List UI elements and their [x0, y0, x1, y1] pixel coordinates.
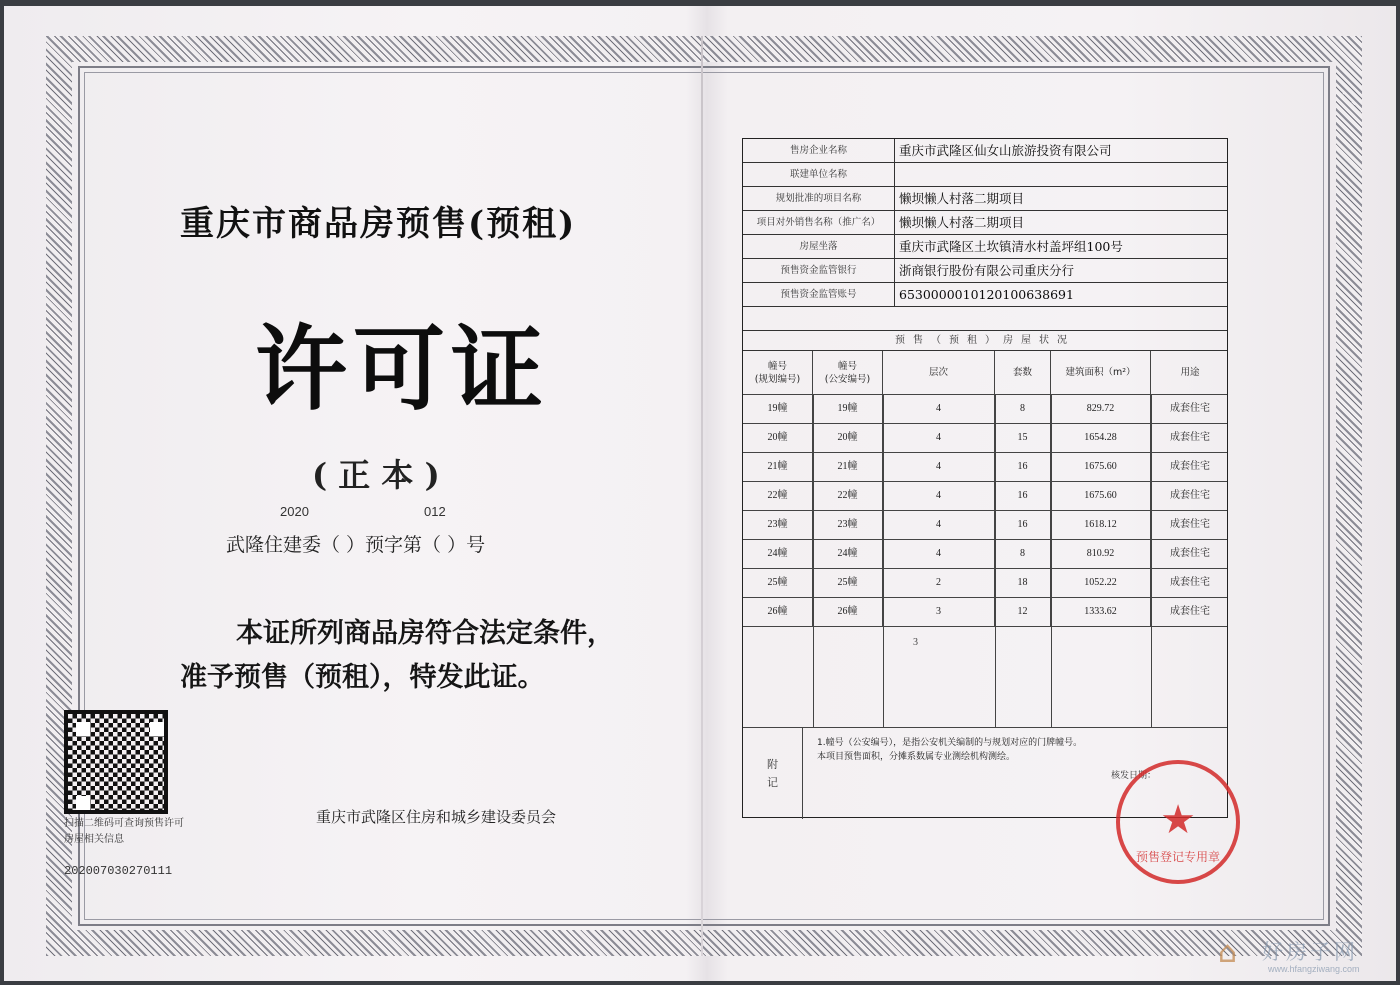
table-cell: 成套住宅	[1170, 606, 1210, 617]
table-cell: 成套住宅	[1170, 519, 1210, 530]
certificate-title: 重庆市商品房预售(预租)	[180, 204, 577, 244]
info-value: 重庆市武隆区仙女山旅游投资有限公司	[899, 143, 1112, 158]
table-cell: 成套住宅	[1170, 577, 1210, 588]
watermark-name: 好房子网	[1262, 940, 1358, 964]
header-cell: 层次	[883, 351, 995, 394]
info-value: 6530000010120100638691	[899, 287, 1074, 302]
table-cell: 成套住宅	[1170, 490, 1210, 501]
table-row	[743, 395, 1227, 424]
permit-number-line: 武隆住建委（ ）预字第（ ）号	[226, 534, 486, 556]
table-cell: 8	[995, 395, 1051, 423]
info-row	[743, 139, 1227, 163]
table-cell: 1618.12	[1051, 511, 1151, 539]
table-cell: 1333.62	[1051, 598, 1151, 626]
table-cell: 成套住宅	[1170, 403, 1210, 414]
table-cell: 21幢	[743, 453, 813, 481]
table-cell: 1675.60	[1051, 482, 1151, 510]
table-cell: 23幢	[743, 511, 813, 539]
table-cell: 18	[995, 569, 1051, 597]
stray-mark: 3	[913, 637, 918, 648]
statement-line-1: 本证所列商品房符合法定条件，	[236, 618, 614, 649]
header-cell: 建筑面积（m²）	[1051, 351, 1151, 394]
table-cell: 3	[883, 598, 995, 626]
table-cell: 19幢	[813, 395, 883, 423]
info-label: 项目对外销售名称（推广名）	[743, 211, 895, 234]
table-row	[743, 569, 1227, 598]
star-icon: ★	[1160, 797, 1196, 843]
table-cell: 23幢	[813, 511, 883, 539]
table-cell: 成套住宅	[1170, 548, 1210, 559]
table-cell: 成套住宅	[1170, 461, 1210, 472]
info-value: 懒坝懒人村落二期项目	[899, 191, 1025, 206]
info-label: 预售资金监管银行	[743, 259, 895, 282]
table-row	[743, 598, 1227, 627]
table-header	[743, 351, 1227, 395]
watermark-url: www.hfangziwang.com	[1268, 964, 1360, 974]
info-row	[743, 259, 1227, 283]
table-cell: 25幢	[813, 569, 883, 597]
table-cell: 15	[995, 424, 1051, 452]
info-label: 预售资金监管账号	[743, 283, 895, 306]
table-cell: 16	[995, 511, 1051, 539]
table-cell: 22幢	[743, 482, 813, 510]
notes-line-1: 1.幢号（公安编号），是指公安机关编制的与规划对应的门牌幢号。	[817, 738, 1083, 748]
issue-date-label: 核发日期：	[1111, 771, 1157, 781]
approval-statement	[180, 612, 650, 702]
info-row	[743, 163, 1227, 187]
table-cell: 12	[995, 598, 1051, 626]
certificate-main-title: 许可证	[255, 315, 550, 423]
notes-line-2: 本项目预售面积，分摊系数属专业测绘机构测绘。	[817, 752, 1016, 762]
info-row-spacer	[743, 307, 1227, 331]
table-cell: 810.92	[1051, 540, 1151, 568]
table-cell: 1675.60	[1051, 453, 1151, 481]
table-cell: 4	[883, 540, 995, 568]
qr-caption: 扫描二维码可查询预售许可房屋相关信息	[64, 818, 184, 845]
column-divider	[1151, 395, 1152, 727]
info-label: 房屋坐落	[743, 235, 895, 258]
table-cell: 8	[995, 540, 1051, 568]
table-cell: 19幢	[743, 395, 813, 423]
info-label: 规划批准的项目名称	[743, 187, 895, 210]
center-fold	[701, 36, 703, 956]
column-divider	[1051, 395, 1052, 727]
info-value: 懒坝懒人村落二期项目	[899, 215, 1025, 230]
table-cell: 25幢	[743, 569, 813, 597]
info-label: 联建单位名称	[743, 163, 895, 186]
seal-text: 预售登记专用章	[1135, 850, 1220, 864]
permit-year: 2020	[280, 504, 309, 519]
serial-number: 20200703027011​1	[64, 864, 173, 878]
table-cell: 24幢	[743, 540, 813, 568]
table-cell: 4	[883, 482, 995, 510]
info-row	[743, 283, 1227, 307]
table-cell: 26幢	[743, 598, 813, 626]
header-cell: 幢号 (规划编号)	[743, 351, 813, 394]
table-cell: 20幢	[813, 424, 883, 452]
table-cell: 16	[995, 482, 1051, 510]
info-value: 重庆市武隆区土坎镇清水村盖坪组100号	[899, 239, 1123, 254]
table-cell: 4	[883, 511, 995, 539]
info-value	[899, 163, 1225, 186]
statement-line-2: 准予预售（预租），特发此证。	[180, 662, 545, 693]
copy-type-label: ( 正 本 )	[312, 456, 440, 494]
table-cell: 4	[883, 395, 995, 423]
table-cell: 2	[883, 569, 995, 597]
table-cell: 22幢	[813, 482, 883, 510]
house-icon: ⌂	[1218, 935, 1238, 970]
table-cell: 26幢	[813, 598, 883, 626]
permit-sequence: 012	[424, 504, 446, 519]
table-row	[743, 424, 1227, 453]
table-cell: 4	[883, 424, 995, 452]
table-row	[743, 540, 1227, 569]
table-row	[743, 453, 1227, 482]
column-divider	[813, 395, 814, 727]
table-row	[743, 511, 1227, 540]
qr-code[interactable]	[64, 710, 168, 814]
site-watermark	[1218, 934, 1388, 980]
official-seal	[1116, 760, 1240, 884]
section-title: 预售（预租）房屋状况	[743, 331, 1227, 351]
info-row	[743, 211, 1227, 235]
header-cell: 用途	[1180, 367, 1200, 378]
table-cell: 16	[995, 453, 1051, 481]
issuing-authority: 重庆市武隆区住房和城乡建设委员会	[316, 808, 557, 826]
info-row	[743, 187, 1227, 211]
table-cell: 1654.28	[1051, 424, 1151, 452]
table-cell: 829.72	[1051, 395, 1151, 423]
table-cell: 21幢	[813, 453, 883, 481]
info-value: 浙商银行股份有限公司重庆分行	[899, 263, 1075, 278]
table-cell: 4	[883, 453, 995, 481]
column-divider	[883, 395, 884, 727]
column-divider	[995, 395, 996, 727]
notes-label: 附 记	[743, 728, 803, 819]
table-cell: 成套住宅	[1170, 432, 1210, 443]
table-cell: 24幢	[813, 540, 883, 568]
table-row	[743, 482, 1227, 511]
property-info-table	[742, 138, 1228, 818]
table-cell: 20幢	[743, 424, 813, 452]
info-label: 售房企业名称	[743, 139, 895, 162]
header-cell: 套数	[995, 351, 1051, 394]
info-row	[743, 235, 1227, 259]
header-cell: 幢号 (公安编号)	[813, 351, 883, 394]
table-cell: 1052.22	[1051, 569, 1151, 597]
